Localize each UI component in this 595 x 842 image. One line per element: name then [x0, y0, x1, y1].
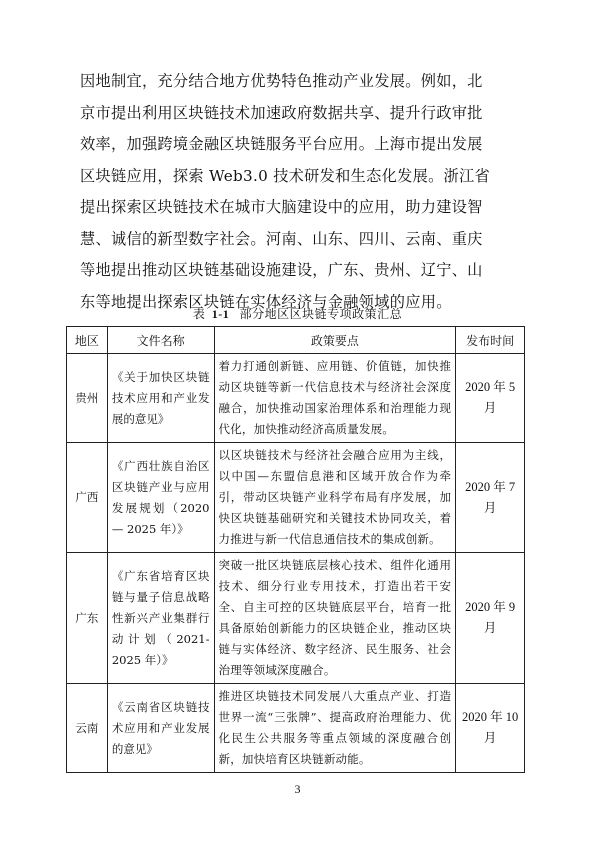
table-row [67, 553, 525, 684]
paragraph-line: 提出探索区块链技术在城市大脑建设中的应用，助力建设智 [80, 198, 483, 216]
table-caption-title: 部分地区区块链专项政策汇总 [239, 307, 403, 321]
paragraph-line: 东等地提出探索区块链在实体经济与金融领域的应用。 [80, 292, 452, 311]
cell-document: 《云南省区块链技术应用和产业发展的意见》 [107, 684, 214, 773]
table-row [67, 443, 525, 553]
cell-points: 突破一批区块链底层核心技术、组件化通用技术、细分行业专用技术，打造出若干安全、自主可控的区块链底层平台，培育一批具备原始创新能力的区块链企业，推动区块链与实体经济、数字经济、民生服务、社会治理等领域深度融合。 [214, 553, 456, 684]
header-region: 地区 [67, 327, 108, 354]
header-date: 发布时间 [456, 327, 525, 354]
table-caption-prefix: 表 [192, 307, 206, 321]
cell-region: 贵州 [67, 354, 108, 443]
page-number: 3 [294, 782, 301, 796]
cell-region: 广西 [67, 443, 108, 553]
cell-document: 《广西壮族自治区区块链产业与应用发展规划（2020 — 2025 年）》 [107, 443, 214, 553]
cell-date: 2020 年 9 月 [456, 553, 525, 684]
paragraph-line: 等地提出推动区块链基础设施建设，广东、贵州、辽宁、山 [80, 261, 483, 279]
table-row [67, 684, 525, 773]
cell-region: 广东 [67, 553, 108, 684]
table-caption [0, 305, 595, 322]
cell-points: 以区块链技术与经济社会融合应用为主线，以中国—东盟信息港和区域开放合作为牵引，带动区块链产业科学布局有序发展，加快区块链基础研究和关键技术协同攻关，着力推进与新一代信息通信技术的集成创新。 [214, 443, 456, 553]
paragraph-line: 慧、诚信的新型数字社会。河南、山东、四川、云南、重庆 [80, 229, 483, 248]
cell-date: 2020 年 5 月 [456, 354, 525, 443]
body-paragraph [80, 66, 517, 318]
cell-document: 《广东省培育区块链与量子信息战略性新兴产业集群行动计划（2021-2025 年）》 [107, 553, 214, 684]
paragraph-line: 效率，加强跨境金融区块链服务平台应用。上海市提出发展 [80, 135, 483, 153]
table-row [67, 354, 525, 443]
paragraph-line: 京市提出利用区块链技术加速政府数据共享、提升行政审批 [80, 103, 483, 122]
paragraph-line: 因地制宜，充分结合地方优势特色推动产业发展。例如，北 [80, 72, 483, 90]
cell-region: 云南 [67, 684, 108, 773]
header-points: 政策要点 [214, 327, 456, 354]
header-document: 文件名称 [107, 327, 214, 354]
cell-date: 2020 年 10 月 [456, 684, 525, 773]
table-caption-number: 1-1 [211, 307, 230, 321]
policy-table [66, 326, 525, 773]
cell-points: 着力打通创新链、应用链、价值链，加快推动区块链等新一代信息技术与经济社会深度融合，加快推动国家治理体系和治理能力现代化，加快推动经济高质量发展。 [214, 354, 456, 443]
cell-date: 2020 年 7 月 [456, 443, 525, 553]
paragraph-line: 区块链应用，探索 Web3.0 技术研发和生态化发展。浙江省 [80, 166, 491, 185]
cell-document: 《关于加快区块链技术应用和产业发展的意见》 [107, 354, 214, 443]
cell-points: 推进区块链技术同发展八大重点产业、打造世界一流“三张牌”、提高政府治理能力、优化民生公共服务等重点领域的深度融合创新，加快培育区块链新动能。 [214, 684, 456, 773]
table-header-row [67, 327, 525, 354]
